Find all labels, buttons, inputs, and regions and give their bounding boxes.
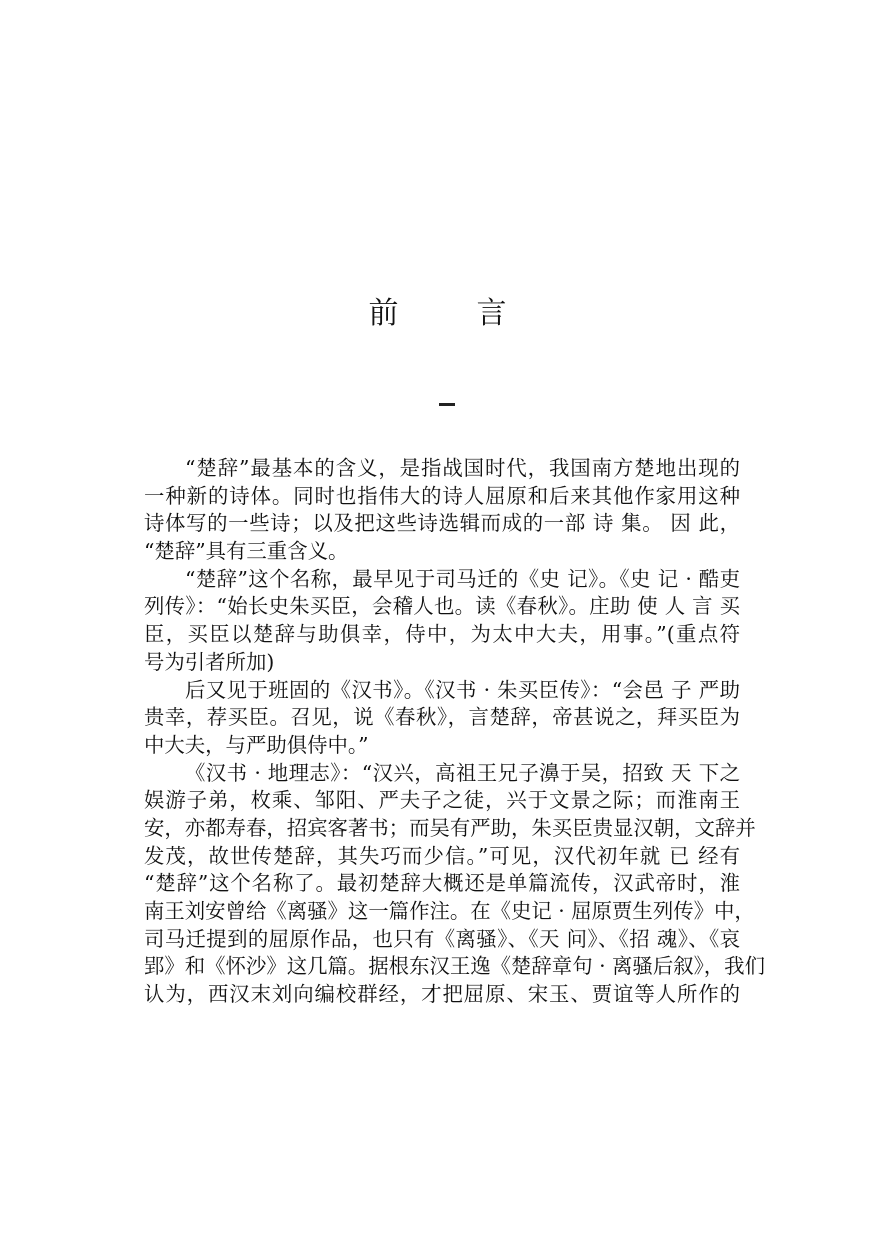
text-line: 发茂，故世传楚辞，其失巧而少信。”可见，汉代初年就 已 经有: [144, 843, 740, 868]
text-line: “楚辞”具有三重含义。: [144, 539, 349, 564]
text-line: 安，亦都寿春，招宾客著书；而吴有严助，朱买臣贵显汉朝，文辞并: [144, 815, 756, 840]
text-line: 南王刘安曾给《离骚》这一篇作注。在《史记 · 屈原贾生列传》中，: [144, 899, 755, 923]
text-line: “楚辞”这个名称，最早见于司马迁的《史 记》。《史 记 · 酷吏: [185, 566, 740, 591]
text-line: 认为，西汉末刘向编校群经，才把屈原、宋玉、贾谊等人所作的: [144, 982, 740, 1007]
text-line: “楚辞”最基本的含义，是指战国时代，我国南方楚地出现的: [185, 456, 740, 480]
text-line: 后又见于班固的《汉书》。《汉书 · 朱买臣传》：“会邑 子 严助: [185, 677, 740, 702]
text-line: 一种新的诗体。同时也指伟大的诗人屈原和后来其他作家用这种: [144, 483, 740, 508]
text-line: 列传》：“始长史朱买臣，会稽人也。读《春秋》。庄助 使 人 言 买: [144, 594, 740, 619]
page-title: [0, 296, 875, 332]
text-line: 臣，买臣以楚辞与助俱幸，侍中，为太中大夫，用事。”(重点符: [144, 622, 740, 647]
body-text: [144, 455, 765, 1009]
section-number-mark: [439, 403, 455, 406]
paragraph-1: [144, 455, 740, 566]
text-line: “楚辞”这个名称了。最初楚辞大概还是单篇流传，汉武帝时，淮: [144, 871, 740, 896]
text-line: 诗体写的一些诗；以及把这些诗选辑而成的一部 诗 集。 因 此，: [144, 511, 740, 536]
title-char-2: 言: [476, 296, 507, 332]
text-line: 娱游子弟，枚乘、邹阳、严夫子之徒，兴于文景之际；而淮南王: [144, 788, 740, 813]
paragraph-3: [144, 677, 740, 760]
text-line: 《汉书 · 地理志》：“汉兴，高祖王兄子濞于吴，招致 天 下之: [185, 760, 740, 785]
text-line: 贵幸，荐买臣。召见，说《春秋》，言楚辞，帝甚说之，拜买臣为: [144, 705, 740, 730]
text-line: 号为引者所加): [144, 649, 275, 674]
paragraph-2: [144, 566, 740, 677]
title-char-1: 前: [368, 296, 399, 332]
text-line: 司马迁提到的屈原作品，也只有《离骚》、《天 问》、《招 魂》、《哀: [144, 926, 740, 951]
text-line: 郢》和《怀沙》这几篇。据根东汉王逸《楚辞章句 · 离骚后叙》，我们: [144, 954, 765, 979]
paragraph-4: [144, 760, 765, 1009]
text-line: 中大夫，与严助俱侍中。”: [144, 732, 369, 757]
